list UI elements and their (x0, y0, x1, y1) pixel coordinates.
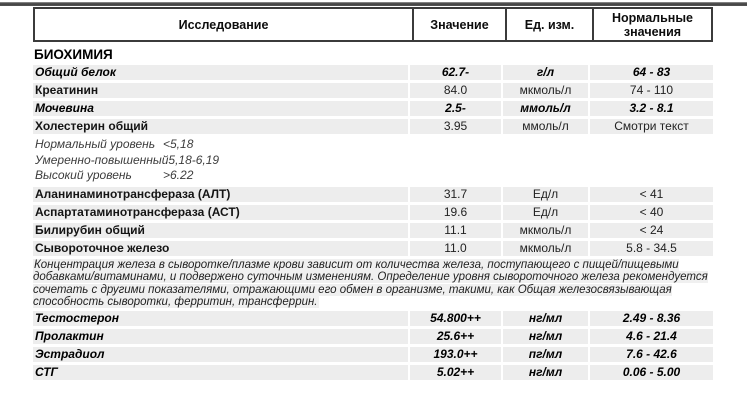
range-cell: 4.6 - 21.4 (590, 329, 713, 344)
lab-row (33, 83, 713, 98)
cholesterol-note-line (33, 153, 713, 169)
rows-group-biochemistry-top (33, 65, 713, 134)
iron-info-text: Концентрация железа в сыворотке/плазме крови зависит от количества железа, поступающего с пищей/пищевыми добавками/витаминами, и подвержено суточным изменениям. Определение уровня сывороточного железа рекомендуется сочетать с другими показателями, отражающими его обмен в организме, такими, как Общая железосвязывающая способность сыворотки, ферритин, трансферрин. (33, 258, 708, 309)
value-cell: 193.0++ (410, 347, 501, 362)
value-cell: 5.02++ (410, 365, 501, 380)
unit-cell: Ед/л (503, 205, 588, 220)
note-value: <5,18 (163, 137, 194, 151)
cholesterol-notes (33, 137, 713, 184)
range-cell: 2.49 - 8.36 (590, 311, 713, 326)
range-cell: 0.06 - 5.00 (590, 365, 713, 380)
lab-row (33, 223, 713, 238)
range-cell: 3.2 - 8.1 (590, 101, 713, 116)
lab-row (33, 329, 713, 344)
note-label: Умеренно-повышенный (35, 152, 169, 167)
rows-group-hormones (33, 311, 713, 380)
range-cell: < 24 (590, 223, 713, 238)
value-cell: 31.7 (410, 187, 501, 202)
iron-info-paragraph (33, 259, 713, 309)
range-cell: 64 - 83 (590, 65, 713, 80)
value-cell: 11.0 (410, 241, 501, 256)
test-name-cell: Креатинин (33, 83, 408, 98)
note-value: 5,18-6,19 (168, 152, 220, 167)
lab-row (33, 187, 713, 202)
test-name-cell: Билирубин общий (33, 223, 408, 238)
range-cell: < 40 (590, 205, 713, 220)
range-cell: < 41 (590, 187, 713, 202)
unit-cell: нг/мл (503, 365, 588, 380)
value-cell: 3.95 (410, 119, 501, 134)
unit-cell: мкмоль/л (503, 83, 588, 98)
value-cell: 54.800++ (410, 311, 501, 326)
range-cell: 7.6 - 42.6 (590, 347, 713, 362)
test-name-cell: Сывороточное железо (33, 241, 408, 256)
value-cell: 19.6 (410, 205, 501, 220)
test-name-cell: Мочевина (33, 101, 408, 116)
range-cell: Смотри текст (590, 119, 713, 134)
lab-row (33, 311, 713, 326)
lab-row (33, 241, 713, 256)
cholesterol-note-line (33, 168, 713, 184)
lab-row (33, 101, 713, 116)
header-cell-value: Значение (412, 9, 505, 40)
lab-row (33, 65, 713, 80)
header-cell-research: Исследование (178, 17, 269, 32)
header-cell-unit: Ед. изм. (505, 9, 592, 40)
lab-row (33, 365, 713, 380)
unit-cell: г/л (503, 65, 588, 80)
unit-cell: ммоль/л (503, 119, 588, 134)
value-cell: 2.5- (410, 101, 501, 116)
section-title-biochemistry: БИОХИМИЯ (34, 47, 113, 62)
cholesterol-note-line (33, 137, 713, 153)
unit-cell: Ед/л (503, 187, 588, 202)
value-cell: 62.7- (410, 65, 501, 80)
lab-row (33, 205, 713, 220)
lab-row (33, 119, 713, 134)
unit-cell: нг/мл (503, 329, 588, 344)
note-label: Высокий уровень (35, 168, 132, 182)
header-cell-normal-range: Нормальные значения (592, 9, 711, 40)
rows-group-enzymes-iron (33, 187, 713, 256)
test-name-cell: Холестерин общий (33, 119, 408, 134)
note-label: Нормальный уровень (35, 137, 156, 151)
lab-report (33, 7, 713, 383)
note-value: >6.22 (163, 168, 194, 182)
table-header (33, 7, 713, 42)
range-cell: 74 - 110 (590, 83, 713, 98)
test-name-cell: Аланинаминотрансфераза (АЛТ) (33, 187, 408, 202)
test-name-cell: Аспартатаминотрансфераза (АСТ) (33, 205, 408, 220)
value-cell: 84.0 (410, 83, 501, 98)
unit-cell: пг/мл (503, 347, 588, 362)
value-cell: 11.1 (410, 223, 501, 238)
unit-cell: мкмоль/л (503, 223, 588, 238)
value-cell: 25.6++ (410, 329, 501, 344)
lab-row (33, 347, 713, 362)
test-name-cell: СТГ (33, 365, 408, 380)
unit-cell: мкмоль/л (503, 241, 588, 256)
top-divider-rule (0, 2, 747, 6)
test-name-cell: Эстрадиол (33, 347, 408, 362)
range-cell: 5.8 - 34.5 (590, 241, 713, 256)
unit-cell: нг/мл (503, 311, 588, 326)
test-name-cell: Пролактин (33, 329, 408, 344)
test-name-cell: Общий белок (33, 65, 408, 80)
test-name-cell: Тестостерон (33, 311, 408, 326)
unit-cell: ммоль/л (503, 101, 588, 116)
